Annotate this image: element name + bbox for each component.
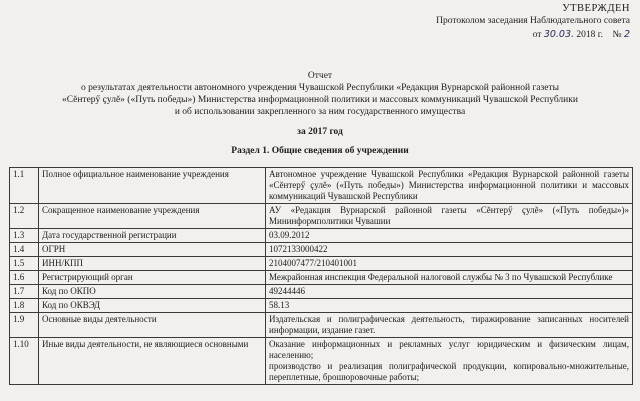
row-number: 1.1	[10, 168, 39, 204]
report-year: за 2017 год	[297, 127, 343, 137]
report-heading-line-1: о результатах деятельности автономного учреждения Чувашской Республики «Редакция Вурнарской районной газеты	[80, 83, 560, 93]
approval-from-label: от	[532, 30, 542, 40]
report-heading-line-3: и об использовании закрепленного за ним государственного имущества	[174, 107, 466, 117]
row-number: 1.10	[10, 338, 39, 385]
table-row	[10, 257, 633, 271]
report-title: Отчет	[307, 71, 333, 81]
approval-block	[436, 2, 630, 42]
table-row	[10, 229, 633, 243]
approval-protocol-line: Протоколом заседания Наблюдательного совета	[436, 16, 630, 26]
row-label: ИНН/КПП	[39, 257, 266, 271]
row-value: АУ «Редакция Вурнарской районной газеты «Сĕнтерӳ ҫулĕ» («Путь победы»)» Мининформполитики Чувашии	[266, 204, 633, 229]
report-heading-line-2: «Сĕнтерӳ ҫулĕ» («Путь победы») Министерства информационной политики и массовых коммуникаций Чувашской Республики	[62, 95, 578, 105]
table-row	[10, 338, 633, 385]
row-label: Дата государственной регистрации	[39, 229, 266, 243]
row-number: 1.5	[10, 257, 39, 271]
row-value: Издательская и полиграфическая деятельность, тиражирование записанных носителей информации, издание газет.	[266, 313, 633, 338]
row-number: 1.2	[10, 204, 39, 229]
row-value: Автономное учреждение Чувашской Республики «Редакция Вурнарской районной газеты «Сĕнтерӳ ҫулĕ» («Путь победы») Министерства информационной политики и массовых коммуникаций Чувашской Республики	[266, 168, 633, 204]
row-number: 1.7	[10, 285, 39, 299]
row-number: 1.3	[10, 229, 39, 243]
row-value: 1072133000422	[266, 243, 633, 257]
row-number: 1.6	[10, 271, 39, 285]
table-row	[10, 243, 633, 257]
row-label: Полное официальное наименование учреждения	[39, 168, 266, 204]
row-label: Основные виды деятельности	[39, 313, 266, 338]
table-row	[10, 204, 633, 229]
approval-number-sign: №	[612, 30, 622, 40]
table-row	[10, 285, 633, 299]
table-row	[10, 313, 633, 338]
row-value: 03.09.2012	[266, 229, 633, 243]
report-heading	[20, 70, 620, 118]
general-info-table	[9, 167, 633, 385]
approval-year: 2018 г.	[576, 30, 603, 40]
table-row	[10, 271, 633, 285]
row-label: Сокращенное наименование учреждения	[39, 204, 266, 229]
row-value: 58.13	[266, 299, 633, 313]
table-row	[10, 168, 633, 204]
row-number: 1.9	[10, 313, 39, 338]
row-label: Регистрирующий орган	[39, 271, 266, 285]
row-number: 1.8	[10, 299, 39, 313]
row-value: Межрайонная инспекция Федеральной налоговой службы № 3 по Чувашской Республике	[266, 271, 633, 285]
row-value: 49244446	[266, 285, 633, 299]
row-value: 2104007477/210401001	[266, 257, 633, 271]
table-row	[10, 299, 633, 313]
section-title: Раздел 1. Общие сведения об учреждении	[231, 146, 409, 156]
row-label: Код по ОКПО	[39, 285, 266, 299]
approval-title: УТВЕРЖДЕН	[562, 3, 630, 14]
row-value: Оказание информационных и рекламных услуг юридическим и физическим лицам, населению; производство и реализация полиграфической продукции, копировально-множительные, переплетные, брошюровочные работы;	[266, 338, 633, 385]
row-number: 1.4	[10, 243, 39, 257]
row-label: Иные виды деятельности, не являющиеся основными	[39, 338, 266, 385]
row-label: Код по ОКВЭД	[39, 299, 266, 313]
approval-date-handwritten: 30.03.	[543, 29, 575, 40]
approval-date-line	[436, 28, 630, 42]
row-label: ОГРН	[39, 243, 266, 257]
approval-number-handwritten: 2	[623, 29, 630, 40]
